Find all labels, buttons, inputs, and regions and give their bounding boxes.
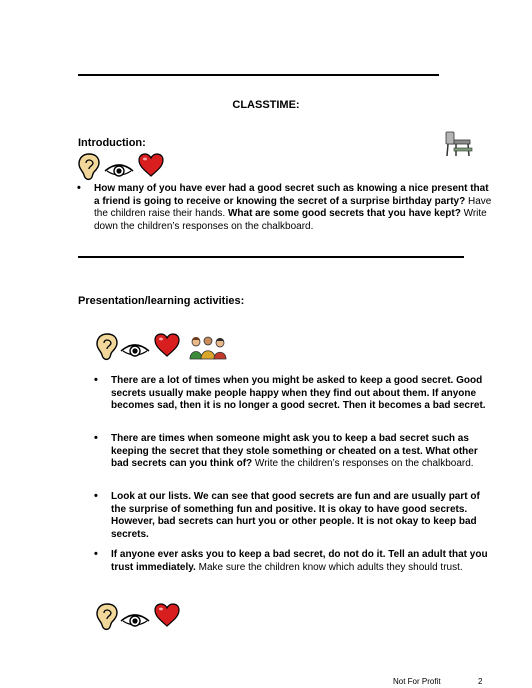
presentation-bullet-marker-4: • xyxy=(94,548,98,560)
presentation-bullet-marker-1: • xyxy=(94,374,98,386)
intro-bullet-text xyxy=(94,183,494,233)
presentation-bullet-2-plain: Write the children’s responses on the chalkboard. xyxy=(252,458,474,469)
footer-label: Not For Profit xyxy=(393,677,441,686)
ear-icon xyxy=(96,333,118,361)
presentation-bullet-2-bold: There are times when someone might ask you to keep a bad secret such as keeping the secret that they stole something or cheated on a test. What other bad secrets can you think of? xyxy=(111,433,478,469)
intro-instruction-2: Write down the children’s responses on the chalkboard. xyxy=(94,208,487,232)
presentation-bullet-2 xyxy=(111,433,493,471)
presentation-bullet-3 xyxy=(111,491,493,541)
ear-icon xyxy=(78,153,100,181)
eye-icon xyxy=(120,341,150,359)
intro-question: How many of you have ever had a good secret such as knowing a nice present that a friend is going to receive or knowing the secret of a surprise birthday party? xyxy=(94,183,489,207)
presentation-bullet-4-plain: Make sure the children know which adults they should trust. xyxy=(195,561,463,573)
presentation-bullet-1 xyxy=(111,375,493,413)
heart-icon xyxy=(154,333,180,357)
ear-icon xyxy=(96,603,118,631)
presentation-bullet-4-bold: If anyone ever asks you to keep a bad secret, do not do it. Tell an adult that you trust immediately. xyxy=(111,549,488,573)
presentation-bullet-3-bold: Look at our lists. We can see that good secrets are fun and are usually part of the surprise of something fun and positive. It is okay to have good secrets. However, bad secrets can hurt you or other people. It is not okay to keep bad secrets. xyxy=(111,491,480,540)
introduction-heading: Introduction: xyxy=(78,137,146,149)
page-title: CLASSTIME: xyxy=(232,99,300,111)
presentation-bullet-4 xyxy=(111,549,493,574)
top-divider xyxy=(78,74,439,76)
intro-icon-row xyxy=(78,153,168,181)
presentation-bullet-1-bold: There are a lot of times when you might be asked to keep a good secret. Good secrets usually make people happy when they find out about them. If anyone becomes sad, then it is no longer a good secret. Then it becomes a bad secret. xyxy=(111,375,486,411)
closing-icon-row xyxy=(96,603,186,633)
heart-icon xyxy=(154,603,180,627)
eye-icon xyxy=(120,611,150,629)
presentation-heading: Presentation/learning activities: xyxy=(78,295,245,307)
page-number: 2 xyxy=(478,677,483,686)
intro-instruction: Have the children raise their hands. xyxy=(94,195,492,219)
heart-icon xyxy=(138,153,164,177)
presentation-icon-row xyxy=(96,333,236,363)
middle-divider xyxy=(78,256,464,258)
children-group-icon xyxy=(188,335,228,361)
school-desk-icon xyxy=(444,130,478,158)
presentation-bullet-marker-3: • xyxy=(94,490,98,502)
presentation-bullet-marker-2: • xyxy=(94,432,98,444)
intro-question-2: What are some good secrets that you have kept? xyxy=(227,208,461,219)
intro-bullet-marker: • xyxy=(77,182,81,194)
eye-icon xyxy=(104,161,134,179)
